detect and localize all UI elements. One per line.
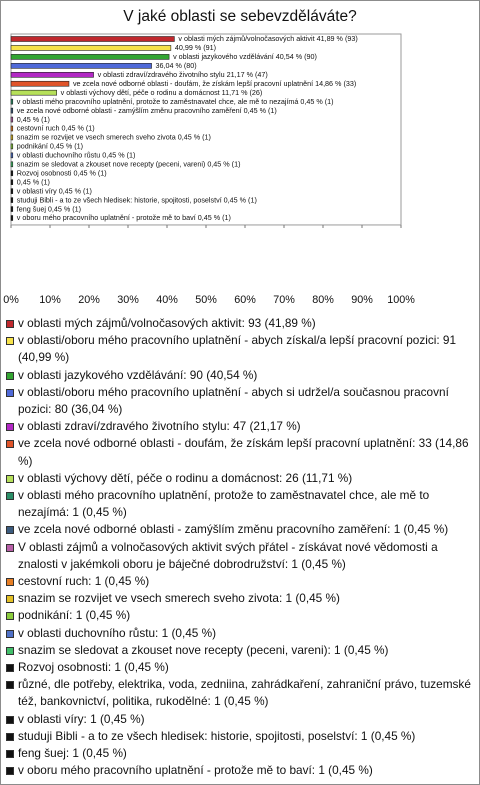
legend-label: v oblasti jazykového vzdělávání: 90 (40,54 %) xyxy=(18,367,258,382)
legend-swatch xyxy=(6,681,14,689)
bar-label: 36,04 % (80) xyxy=(155,61,197,71)
legend-swatch xyxy=(6,320,14,328)
x-tick-label: 10% xyxy=(39,294,61,306)
legend-label: cestovní ruch: 1 (0,45 %) xyxy=(18,574,150,589)
bar xyxy=(11,153,13,158)
x-tick-label: 50% xyxy=(195,294,217,306)
legend-item xyxy=(5,332,475,366)
legend-label: v oblasti mého pracovního uplatnění, protože to zaměstnavatel chce, ale mě to nezajímá: 1 (0,45 %) xyxy=(18,488,430,520)
legend-swatch xyxy=(6,716,14,724)
legend-swatch xyxy=(6,544,14,552)
x-tick-label: 40% xyxy=(156,294,178,306)
bar xyxy=(11,216,13,221)
legend-item xyxy=(5,659,475,676)
bar-label: 0,45 % (1) xyxy=(16,114,50,124)
bar-label: 0,45 % (1) xyxy=(16,177,50,187)
bar-label: ve zcela nové odborné oblasti - zamýšlím změnu pracovního zaměření 0,45 % (1) xyxy=(16,105,277,115)
bar xyxy=(11,81,69,86)
legend-label: v oblasti duchovního růstu: 1 (0,45 %) xyxy=(18,625,217,640)
legend-label: podnikání: 1 (0,45 %) xyxy=(18,608,131,623)
legend-swatch xyxy=(6,767,14,775)
legend-label: v oblasti/oboru mého pracovního uplatnění - abych získal/a lepší pracovní pozici: 91 (40,99 %) xyxy=(18,333,457,365)
bar-label: podnikání 0,45 % (1) xyxy=(16,141,84,151)
bar xyxy=(11,45,171,50)
legend-item xyxy=(5,418,475,435)
legend-item xyxy=(5,728,475,745)
bar-label: v oblasti mých zájmů/volnočasových aktivit 41,89 % (93) xyxy=(178,34,358,44)
legend-swatch xyxy=(6,337,14,345)
bar-chart xyxy=(0,0,480,315)
legend-item xyxy=(5,625,475,642)
bar-label: Rozvoj osobnosti 0,45 % (1) xyxy=(16,168,107,178)
legend-item xyxy=(5,711,475,728)
bar-label: v oblasti duchovního růstu 0,45 % (1) xyxy=(16,150,136,160)
bar-label: ve zcela nové odborné oblasti - doufám, že získám lepší pracovní uplatnění 14,86 % (33) xyxy=(72,78,357,88)
legend-swatch xyxy=(6,578,14,586)
bar xyxy=(11,37,174,42)
bar-label: cestovní ruch 0,45 % (1) xyxy=(16,123,95,133)
legend-swatch xyxy=(6,423,14,431)
bar xyxy=(11,54,169,59)
legend-item xyxy=(5,315,475,332)
x-tick-label: 70% xyxy=(273,294,295,306)
legend-label: v oblasti výchovy dětí, péče o rodinu a domácnost: 26 (11,71 %) xyxy=(18,470,353,485)
bar xyxy=(11,189,13,194)
bar-label: feng šuej 0,45 % (1) xyxy=(16,204,82,214)
legend-swatch xyxy=(6,389,14,397)
bar xyxy=(11,90,57,95)
legend-label: ve zcela nové odborné oblasti - doufám, že získám lepší pracovní uplatnění: 33 (14,86 %) xyxy=(18,436,469,468)
legend-item xyxy=(5,590,475,607)
bar xyxy=(11,180,13,185)
legend-label: snazim se sledovat a zkouset nove recepty (peceni, vareni): 1 (0,45 %) xyxy=(18,642,389,657)
x-tick-label: 0% xyxy=(3,294,19,306)
legend-label: feng šuej: 1 (0,45 %) xyxy=(18,746,127,761)
legend-label: v oblasti mých zájmů/volnočasových aktivit: 93 (41,89 %) xyxy=(18,316,316,330)
bar-label: v oboru mého pracovního uplatnění - protože mě to baví 0,45 % (1) xyxy=(16,213,231,223)
bar-label: snazim se rozvijet ve vsech smerech sveho zivota 0,45 % (1) xyxy=(16,132,211,142)
bar xyxy=(11,135,13,140)
legend-label: v oblasti zdraví/zdravého životního stylu: 47 (21,17 %) xyxy=(18,419,301,434)
legend-swatch xyxy=(6,630,14,638)
bar xyxy=(11,171,13,176)
legend-label: v oblasti/oboru mého pracovního uplatnění - abych si udržel/a současnou pracovní pozici: 80 (36,04 %) xyxy=(18,384,449,417)
bar xyxy=(11,117,13,122)
x-tick-label: 100% xyxy=(387,294,415,306)
x-tick-label: 60% xyxy=(234,294,256,306)
x-tick-label: 80% xyxy=(312,294,334,306)
legend-item xyxy=(5,607,475,624)
x-tick-label: 90% xyxy=(351,294,373,306)
legend-item xyxy=(5,435,475,469)
bar-label: snazim se sledovat a zkouset nove recepty (peceni, vareni) 0,45 % (1) xyxy=(16,159,241,169)
legend-item xyxy=(5,521,475,538)
bar-label: v oblasti jazykového vzdělávání 40,54 % (90) xyxy=(173,52,317,62)
legend-label: ve zcela nové odborné oblasti - zamýšlím změnu pracovního zaměření: 1 (0,45 %) xyxy=(18,522,449,537)
bar-label: v oblasti mého pracovního uplatnění, protože to zaměstnavatel chce, ale mě to nezajímá 0,45 % (1) xyxy=(16,96,334,106)
legend-swatch xyxy=(6,647,14,655)
legend-item xyxy=(5,470,475,487)
legend-item xyxy=(5,487,475,521)
bar-label: v oblasti výchovy dětí, péče o rodinu a domácnost 11,71 % (26) xyxy=(60,87,263,97)
legend-label: Rozvoj osobnosti: 1 (0,45 %) xyxy=(18,660,169,675)
legend-item xyxy=(5,573,475,590)
legend-swatch xyxy=(6,612,14,620)
legend-item xyxy=(5,367,475,384)
legend-swatch xyxy=(6,492,14,500)
bar xyxy=(11,162,13,167)
bar-label: studuji Bibli - a to ze všech hledisek: historie, spojitosti, poselství 0,45 % (1) xyxy=(16,195,257,205)
chart-title: V jaké oblasti se sebevzděláváte? xyxy=(123,8,357,25)
bar xyxy=(11,207,13,212)
legend-swatch xyxy=(6,664,14,672)
chart-legend xyxy=(5,315,475,779)
bar xyxy=(11,144,13,149)
x-tick-label: 20% xyxy=(78,294,100,306)
bar xyxy=(11,126,13,131)
legend-swatch xyxy=(6,526,14,534)
legend-swatch xyxy=(6,595,14,603)
bar xyxy=(11,72,94,77)
legend-item xyxy=(5,745,475,762)
legend-label: v oboru mého pracovního uplatnění - protože mě to baví: 1 (0,45 %) xyxy=(18,763,373,778)
legend-item xyxy=(5,642,475,659)
legend-swatch xyxy=(6,440,14,448)
legend-item xyxy=(5,539,475,573)
bar-label: v oblasti zdraví/zdravého životního stylu 21,17 % (47) xyxy=(97,70,268,79)
bar-label: v oblasti víry 0,45 % (1) xyxy=(16,186,92,196)
bar xyxy=(11,63,152,68)
legend-swatch xyxy=(6,750,14,758)
legend-swatch xyxy=(6,372,14,380)
bar xyxy=(11,99,13,104)
legend-label: studuji Bibli - a to ze všech hledisek: historie, spojitosti, poselství: 1 (0,45 %) xyxy=(18,728,416,743)
bar xyxy=(11,198,13,203)
bar xyxy=(11,108,13,113)
x-tick-label: 30% xyxy=(117,294,139,306)
legend-label: V oblasti zájmů a volnočasových aktivit svých přátel - získávat nové vědomosti a znalosti v jakémkoli oboru je báječné dobrodružství: 1 (0,45 %) xyxy=(18,539,438,571)
legend-swatch xyxy=(6,733,14,741)
legend-label: snazim se rozvijet ve vsech smerech sveho zivota: 1 (0,45 %) xyxy=(18,591,340,606)
legend-item xyxy=(5,384,475,418)
legend-label: v oblasti víry: 1 (0,45 %) xyxy=(18,711,145,726)
legend-item xyxy=(5,762,475,779)
legend-label: různé, dle potřeby, elektrika, voda, zedniina, zahrádkaření, zahraniční právo, tuzemské též, bankovnictví, politika, rukodělné: 1 (0,45 %) xyxy=(18,677,471,709)
legend-swatch xyxy=(6,475,14,483)
legend-item xyxy=(5,676,475,710)
bar-label: 40,99 % (91) xyxy=(174,43,217,53)
